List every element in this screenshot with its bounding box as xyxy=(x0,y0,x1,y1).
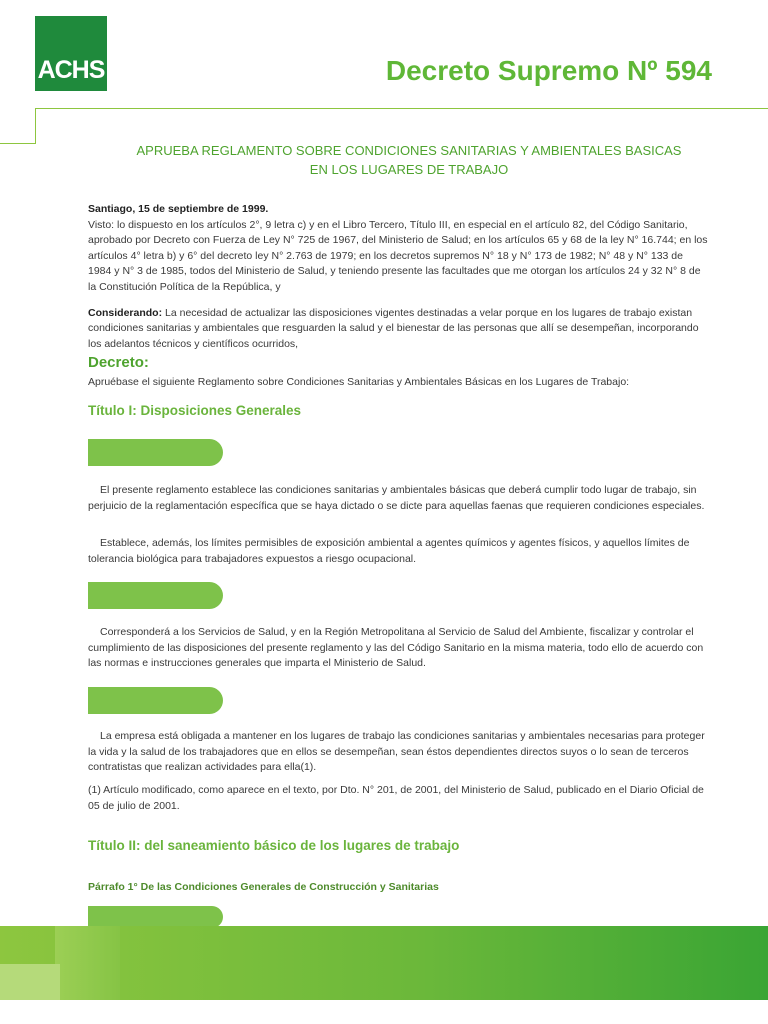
subtitle-line-2: EN LOS LUGARES DE TRABAJO xyxy=(309,162,509,177)
titulo-1-heading: Título I: Disposiciones Generales xyxy=(88,403,302,418)
article-3-footnote: (1) Artículo modificado, como aparece en el texto, por Dto. N° 201, de 2001, del Ministerio de Salud, publicado en el Diario Oficial de 05 de julio de 2001. xyxy=(88,784,704,812)
preamble-date: Santiago, 15 de septiembre de 1999. xyxy=(88,203,269,215)
article-3-marker xyxy=(88,687,223,714)
preamble xyxy=(88,202,708,352)
footer-stripe-light xyxy=(0,964,60,1000)
logo-text: ACHS xyxy=(37,56,105,84)
decreto-heading: Decreto: xyxy=(88,354,149,371)
subtitle-line-1: APRUEBA REGLAMENTO SOBRE CONDICIONES SANITARIAS Y AMBIENTALES BASICAS xyxy=(136,143,682,158)
considerando-label: Considerando: xyxy=(88,306,163,319)
header-divider-vertical xyxy=(35,108,36,144)
parrafo-1-heading: Párrafo 1° De las Condiciones Generales de Construcción y Sanitarias xyxy=(88,881,439,893)
article-1-marker xyxy=(88,439,223,466)
article-2-marker xyxy=(88,582,223,609)
considerando-text: La necesidad de actualizar las disposiciones vigentes destinadas a velar porque en los lugares de trabajo existan condiciones sanitarias y ambientales que resguarden la salud y el bienestar de las personas que allí se desempeñan, incorporando los adelantos técnicos y científicos ocurridos, xyxy=(88,306,699,350)
decreto-text: Apruébase el siguiente Reglamento sobre Condiciones Sanitarias y Ambientales Básicas en los Lugares de Trabajo: xyxy=(88,376,630,388)
article-1-paragraph-1: El presente reglamento establece las condiciones sanitarias y ambientales básicas que deberá cumplir todo lugar de trabajo, sin perjuicio de la reglamentación específica que se haya dictado o se dicte para aquellas faenas que requieren condiciones especiales. xyxy=(88,484,705,512)
article-2-paragraph-1: Corresponderá a los Servicios de Salud, y en la Región Metropolitana al Servicio de Salud del Ambiente, fiscalizar y controlar el cumplimiento de las disposiciones del presente reglamento y las del Código Sanitario en la misma materia, todo ello de acuerdo con las normas e instrucciones generales que imparta el Ministerio de Salud. xyxy=(88,626,704,670)
header-divider-left xyxy=(0,143,36,144)
footer-stripe xyxy=(55,926,120,1000)
titulo-2-heading: Título II: del saneamiento básico de los lugares de trabajo xyxy=(88,838,460,853)
footer-band xyxy=(0,926,768,1000)
article-1-paragraph-2: Establece, además, los límites permisibles de exposición ambiental a agentes químicos y agentes físicos, y aquellos límites de tolerancia biológica para trabajadores expuestos a riesgo ocupacional. xyxy=(88,537,690,565)
article-3-paragraph-1: La empresa está obligada a mantener en los lugares de trabajo las condiciones sanitarias y ambientales necesarias para proteger la vida y la salud de los trabajadores que en ellos se desempeñan, sean éstos dependientes directos suyos o lo sean de terceros contratistas que realizan actividades para ella(1). xyxy=(88,730,705,774)
achs-logo xyxy=(35,16,107,91)
preamble-considerando xyxy=(88,306,708,353)
header-divider xyxy=(35,108,768,109)
article-4-marker xyxy=(88,906,223,928)
document-title: Decreto Supremo Nº 594 xyxy=(385,55,712,86)
preamble-visto: Visto: lo dispuesto en los artículos 2°, 9 letra c) y en el Libro Tercero, Título III, en especial en el artículo 82, del Código Sanitario, aprobado por Decreto con Fuerza de Ley N° 725 de 1967, del Ministerio de Salud; en los artículos 65 y 68 de la ley N° 16.744; en los artículos 4° letra b) y 6° del decreto ley N° 2.763 de 1979; en los decretos supremos N° 18 y N° 173 de 1982; N° 48 y N° 133 de 1984 y N° 3 de 1985, todos del Ministerio de Salud, y teniendo presente las facultades que me otorgan los artículos 24 y 32 N° 8 de la Constitución Política de la República, y xyxy=(88,218,708,293)
document-subtitle xyxy=(100,141,718,179)
